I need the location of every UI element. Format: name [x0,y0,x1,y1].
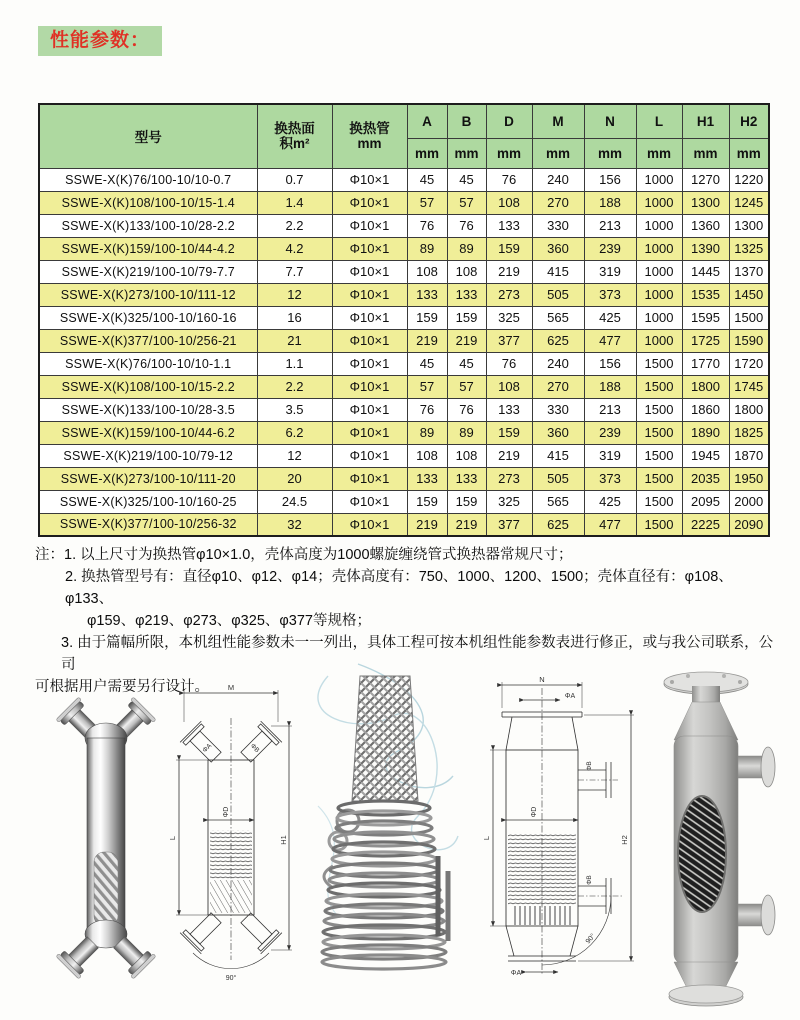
value-cell: 108 [447,444,486,467]
value-cell: 1860 [682,398,729,421]
value-cell: Φ10×1 [332,513,407,536]
value-cell: 1000 [636,260,682,283]
value-cell: 1745 [729,375,769,398]
nozzle-label: ΦA [201,742,214,755]
value-cell: 3.5 [257,398,332,421]
value-cell: 108 [486,375,532,398]
value-cell: 1800 [729,398,769,421]
value-cell: Φ10×1 [332,375,407,398]
value-cell: 1370 [729,260,769,283]
col-header-tube-line1: 换热管 [349,121,390,137]
value-cell: Φ10×1 [332,260,407,283]
value-cell: 1000 [636,306,682,329]
table-row [39,421,769,444]
value-cell: 1950 [729,467,769,490]
value-cell: 76 [407,398,447,421]
value-cell: 12 [257,283,332,306]
value-cell: 625 [532,329,584,352]
table-row [39,398,769,421]
value-cell: Φ10×1 [332,398,407,421]
col-header-area [257,104,332,168]
value-cell: 425 [584,490,636,513]
value-cell: 1725 [682,329,729,352]
value-cell: 1300 [729,214,769,237]
value-cell: 373 [584,283,636,306]
value-cell: Φ10×1 [332,490,407,513]
value-cell: 565 [532,490,584,513]
value-cell: 57 [447,375,486,398]
value-cell: 319 [584,444,636,467]
nozzle-label: ΦB [248,742,261,755]
col-header-H1: H1 [682,104,729,138]
value-cell: 239 [584,421,636,444]
model-cell: SSWE-X(K)325/100-10/160-25 [39,490,257,513]
value-cell: 57 [407,191,447,214]
model-cell: SSWE-X(K)108/100-10/15-1.4 [39,191,257,214]
angle-label: 90° [584,932,597,946]
dim-label-l: L [482,835,491,841]
value-cell: 1500 [636,467,682,490]
dim-label-l: L [168,835,177,841]
model-cell: SSWE-X(K)76/100-10/10-0.7 [39,168,257,191]
table-row [39,306,769,329]
value-cell: 219 [447,329,486,352]
value-cell: 89 [447,421,486,444]
value-cell: 1500 [636,352,682,375]
value-cell: 1500 [636,375,682,398]
value-cell: 240 [532,352,584,375]
unit-cell: mm [407,138,447,168]
side-nozzle-exchanger-photo [648,664,796,1014]
table-row [39,191,769,214]
col-header-area-line1: 换热面 [274,121,315,137]
value-cell: 330 [532,214,584,237]
value-cell: 133 [486,214,532,237]
unit-cell: mm [486,138,532,168]
value-cell: Φ10×1 [332,352,407,375]
value-cell: 1000 [636,168,682,191]
value-cell: 213 [584,214,636,237]
model-cell: SSWE-X(K)133/100-10/28-2.2 [39,214,257,237]
value-cell: 76 [447,214,486,237]
value-cell: 89 [407,237,447,260]
value-cell: 1500 [636,444,682,467]
value-cell: 188 [584,191,636,214]
figure-strip [0,650,800,1020]
value-cell: 89 [447,237,486,260]
value-cell: 159 [486,237,532,260]
value-cell: Φ10×1 [332,329,407,352]
value-cell: 565 [532,306,584,329]
value-cell: 325 [486,490,532,513]
value-cell: 219 [407,513,447,536]
value-cell: 2035 [682,467,729,490]
col-header-area-line2: 积m² [279,136,310,152]
value-cell: Φ10×1 [332,214,407,237]
value-cell: 1945 [682,444,729,467]
col-header-M: M [532,104,584,138]
dimension-drawing-cross-type [168,680,298,985]
note-line: 注：1. 以上尺寸为换热管φ10×1.0，壳体高度为1000螺旋缠绕管式换热器常规尺寸； [35,547,573,563]
wound-tube-bundle-photo [298,656,468,978]
value-cell: 159 [447,306,486,329]
value-cell: 1500 [636,421,682,444]
value-cell: 219 [486,444,532,467]
model-cell: SSWE-X(K)325/100-10/160-16 [39,306,257,329]
model-cell: SSWE-X(K)108/100-10/15-2.2 [39,375,257,398]
col-header-B: B [447,104,486,138]
unit-cell: mm [729,138,769,168]
col-header-N: N [584,104,636,138]
unit-cell: mm [447,138,486,168]
value-cell: 57 [407,375,447,398]
table-row [39,214,769,237]
value-cell: 108 [407,260,447,283]
value-cell: 1000 [636,329,682,352]
value-cell: 159 [486,421,532,444]
value-cell: 505 [532,467,584,490]
table-row [39,283,769,306]
table-row [39,352,769,375]
value-cell: 325 [486,306,532,329]
value-cell: 273 [486,283,532,306]
value-cell: 219 [407,329,447,352]
value-cell: 133 [447,467,486,490]
dim-label-n: N [539,675,545,684]
value-cell: 1270 [682,168,729,191]
value-cell: 415 [532,260,584,283]
value-cell: 76 [447,398,486,421]
vertical-exchanger-photo [45,676,167,992]
value-cell: 425 [584,306,636,329]
model-cell: SSWE-X(K)159/100-10/44-6.2 [39,421,257,444]
model-cell: SSWE-X(K)219/100-10/79-12 [39,444,257,467]
table-row [39,444,769,467]
note-line: 3. 由于篇幅所限，本机组性能参数未一一列出，具体工程可按本机组性能参数表进行修正，或与我公司联系，公司 [61,635,774,673]
value-cell: Φ10×1 [332,237,407,260]
unit-cell: mm [584,138,636,168]
value-cell: 1.4 [257,191,332,214]
value-cell: 1535 [682,283,729,306]
value-cell: 625 [532,513,584,536]
value-cell: 1000 [636,283,682,306]
value-cell: 270 [532,375,584,398]
value-cell: 373 [584,467,636,490]
table-row [39,260,769,283]
dim-label-m: M [227,683,235,692]
value-cell: 159 [407,490,447,513]
note-line: 可根据用户需要另行设计。 [35,679,209,695]
value-cell: 1325 [729,237,769,260]
value-cell: 1500 [636,490,682,513]
note-line: 2. 换热管型号有：直径φ10、φ12、φ14；壳体高度有：750、1000、1200、1500；壳体直径有：φ108、φ133、 [65,569,733,607]
col-header-D: D [486,104,532,138]
table-row [39,467,769,490]
value-cell: 133 [407,283,447,306]
value-cell: Φ10×1 [332,191,407,214]
model-cell: SSWE-X(K)76/100-10/10-1.1 [39,352,257,375]
value-cell: 1220 [729,168,769,191]
value-cell: 156 [584,168,636,191]
table-row [39,490,769,513]
value-cell: 24.5 [257,490,332,513]
model-cell: SSWE-X(K)133/100-10/28-3.5 [39,398,257,421]
dimension-drawing-side-nozzle-type [478,674,646,980]
value-cell: 213 [584,398,636,421]
value-cell: 219 [447,513,486,536]
value-cell: 133 [407,467,447,490]
value-cell: 1450 [729,283,769,306]
value-cell: 477 [584,329,636,352]
value-cell: 32 [257,513,332,536]
value-cell: 1890 [682,421,729,444]
value-cell: 2225 [682,513,729,536]
value-cell: 1870 [729,444,769,467]
value-cell: 2.2 [257,375,332,398]
value-cell: 1800 [682,375,729,398]
value-cell: 76 [486,352,532,375]
value-cell: 1590 [729,329,769,352]
value-cell: 108 [407,444,447,467]
value-cell: 57 [447,191,486,214]
value-cell: 45 [407,352,447,375]
value-cell: 330 [532,398,584,421]
value-cell: 1245 [729,191,769,214]
value-cell: 1595 [682,306,729,329]
dim-label-b-lower: ΦB [586,875,593,885]
value-cell: 21 [257,329,332,352]
dim-label-h2: H2 [620,835,629,845]
value-cell: 240 [532,168,584,191]
value-cell: 76 [407,214,447,237]
value-cell: 377 [486,513,532,536]
value-cell: 239 [584,237,636,260]
dim-label-d: ΦD [223,806,230,818]
value-cell: 20 [257,467,332,490]
value-cell: 1445 [682,260,729,283]
value-cell: 108 [486,191,532,214]
value-cell: 89 [407,421,447,444]
table-row [39,237,769,260]
value-cell: 12 [257,444,332,467]
performance-parameter-table [38,103,770,537]
dim-label-d: ΦD [531,806,538,818]
value-cell: 45 [447,168,486,191]
value-cell: 188 [584,375,636,398]
col-header-tube-line2: mm [357,136,382,152]
col-header-A: A [407,104,447,138]
value-cell: 45 [407,168,447,191]
unit-cell: mm [532,138,584,168]
model-cell: SSWE-X(K)377/100-10/256-21 [39,329,257,352]
table-row [39,375,769,398]
unit-cell: mm [682,138,729,168]
value-cell: 477 [584,513,636,536]
unit-cell: mm [636,138,682,168]
col-header-tube [332,104,407,168]
value-cell: 1000 [636,191,682,214]
value-cell: 1360 [682,214,729,237]
model-cell: SSWE-X(K)219/100-10/79-7.7 [39,260,257,283]
value-cell: 219 [486,260,532,283]
value-cell: 1720 [729,352,769,375]
value-cell: 159 [447,490,486,513]
value-cell: 1825 [729,421,769,444]
value-cell: 1000 [636,214,682,237]
value-cell: 133 [447,283,486,306]
col-header-model: 型号 [39,104,257,168]
angle-label: 90° [225,975,237,982]
value-cell: 270 [532,191,584,214]
value-cell: 108 [447,260,486,283]
table-body [39,168,769,536]
value-cell: 319 [584,260,636,283]
value-cell: 156 [584,352,636,375]
value-cell: 273 [486,467,532,490]
table-row [39,513,769,536]
table-row [39,329,769,352]
value-cell: 0.7 [257,168,332,191]
value-cell: 7.7 [257,260,332,283]
page-title: 性能参数： [38,26,162,56]
model-cell: SSWE-X(K)273/100-10/111-20 [39,467,257,490]
dim-label-a-bottom: ΦA [510,970,522,977]
dim-label-b-upper: ΦB [586,761,593,771]
value-cell: 133 [486,398,532,421]
value-cell: 2000 [729,490,769,513]
value-cell: 1500 [636,513,682,536]
value-cell: Φ10×1 [332,306,407,329]
value-cell: 360 [532,237,584,260]
value-cell: 377 [486,329,532,352]
value-cell: 76 [486,168,532,191]
value-cell: 1500 [729,306,769,329]
value-cell: 16 [257,306,332,329]
value-cell: Φ10×1 [332,444,407,467]
value-cell: 415 [532,444,584,467]
value-cell: 1500 [636,398,682,421]
value-cell: 45 [447,352,486,375]
value-cell: Φ10×1 [332,467,407,490]
value-cell: 2.2 [257,214,332,237]
value-cell: Φ10×1 [332,421,407,444]
value-cell: 2095 [682,490,729,513]
value-cell: 2090 [729,513,769,536]
col-header-L: L [636,104,682,138]
value-cell: 1770 [682,352,729,375]
value-cell: 1300 [682,191,729,214]
dim-label-h1: H1 [279,835,288,845]
value-cell: 505 [532,283,584,306]
model-cell: SSWE-X(K)273/100-10/111-12 [39,283,257,306]
table-row [39,168,769,191]
value-cell: 1390 [682,237,729,260]
model-cell: SSWE-X(K)159/100-10/44-4.2 [39,237,257,260]
value-cell: 6.2 [257,421,332,444]
value-cell: 1.1 [257,352,332,375]
value-cell: 1000 [636,237,682,260]
value-cell: Φ10×1 [332,283,407,306]
model-cell: SSWE-X(K)377/100-10/256-32 [39,513,257,536]
dim-label-a-top: ΦA [564,693,576,700]
value-cell: 4.2 [257,237,332,260]
value-cell: 360 [532,421,584,444]
value-cell: Φ10×1 [332,168,407,191]
col-header-H2: H2 [729,104,769,138]
note-line: φ159、φ219、φ273、φ325、φ377等规格； [87,613,371,629]
value-cell: 159 [407,306,447,329]
